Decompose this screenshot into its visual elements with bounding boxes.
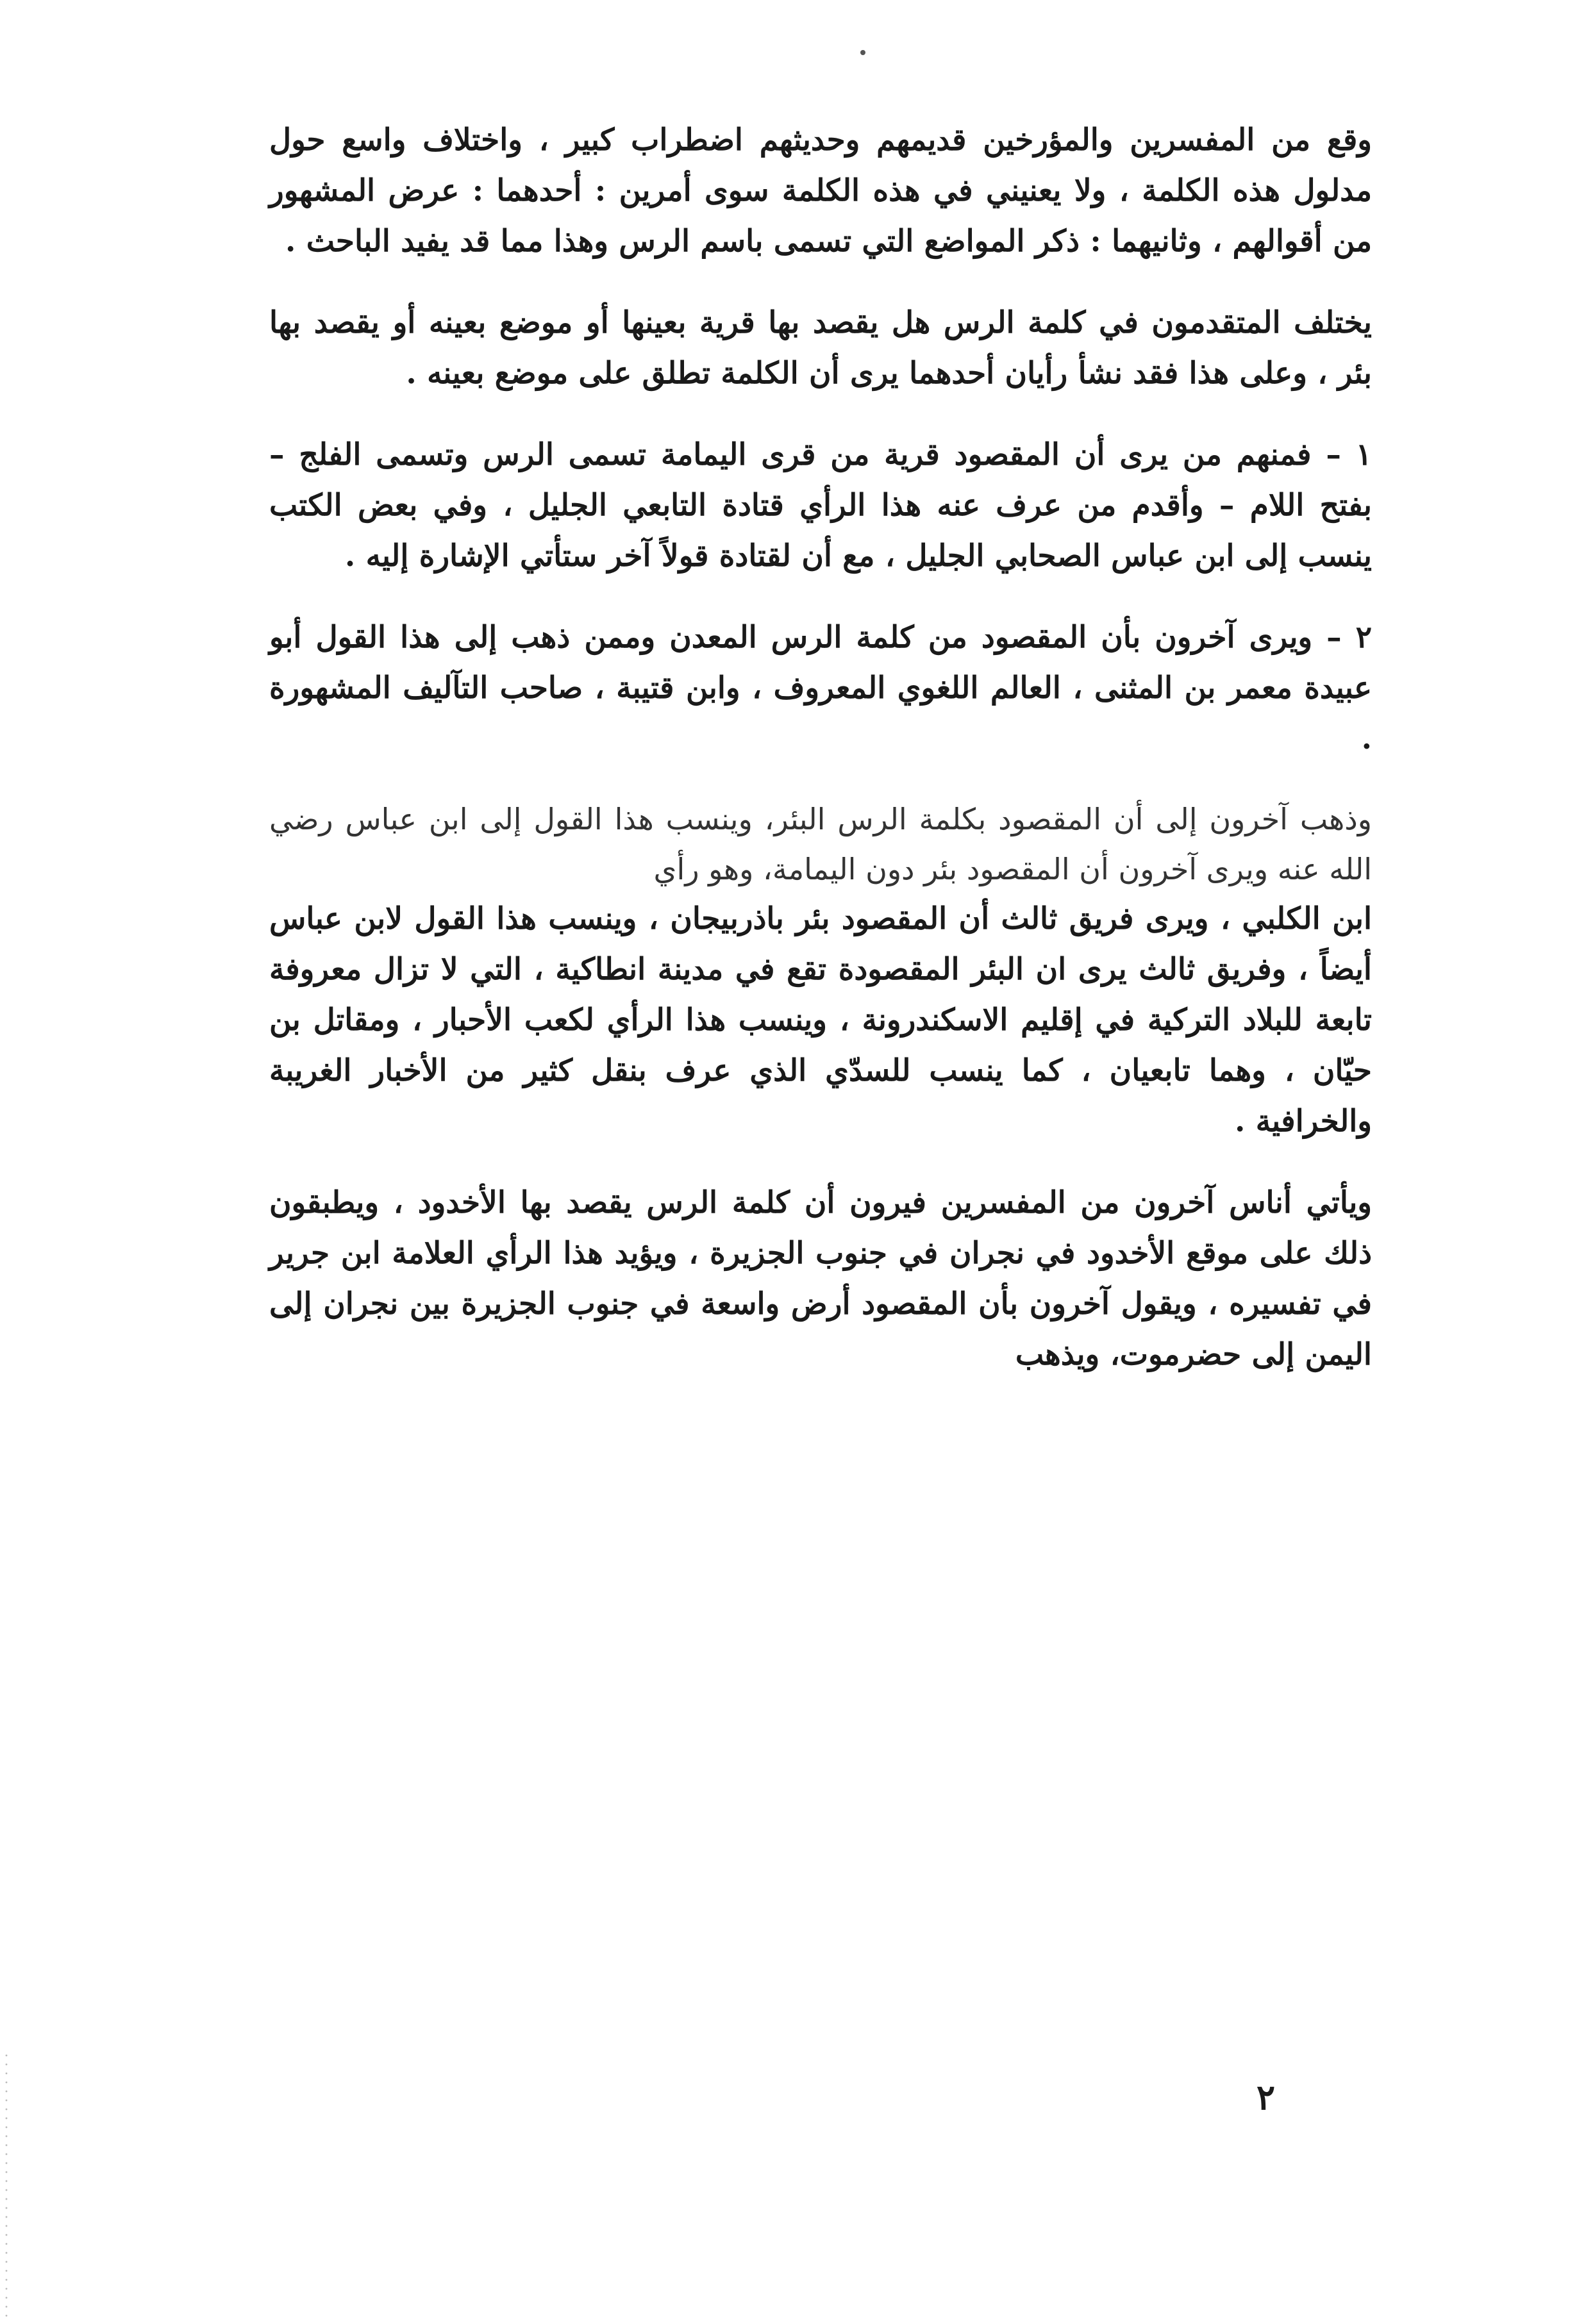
- paragraph-3: ١ – فمنهم من يرى أن المقصود قرية من قرى اليمامة تسمى الرس وتسمى الفلج – بفتح اللام – وأقدم من عرف عنه هذا الرأي قتادة التابعي الجليل ، وفي بعض الكتب ينسب إلى ابن عباس الصحابي الجليل ، مع أن لقتادة قولاً آخر ستأتي الإشارة إليه .: [269, 436, 1372, 574]
- paragraph-1: وقع من المفسرين والمؤرخين قديمهم وحديثهم اضطراب كبير ، واختلاف واسع حول مدلول هذه الكلمة ، ولا يعنيني في هذه الكلمة سوى أمرين : أحدهما : عرض المشهور من أقوالهم ، وثانيهما : ذكر المواضع التي تسمى باسم الرس وهذا مما قد يفيد الباحث .: [269, 122, 1372, 259]
- paragraph-5-light-part: وذهب آخرون إلى أن المقصود بكلمة الرس البئر، وينسب هذا القول إلى ابن عباس رضي الله عنه ويرى آخرون أن المقصود بئر دون اليمامة، وهو رأي: [269, 802, 1372, 886]
- paragraph-4: ٢ – ويرى آخرون بأن المقصود من كلمة الرس المعدن وممن ذهب إلى هذا القول أبو عبيدة معمر بن المثنى ، العالم اللغوي المعروف ، وابن قتيبة ، صاحب التآليف المشهورة .: [269, 619, 1372, 756]
- paragraph-2: يختلف المتقدمون في كلمة الرس هل يقصد بها قرية بعينها أو موضع بعينه أو يقصد بها بئر ، وعلى هذا فقد نشأ رأيان أحدهما يرى أن الكلمة تطلق على موضع بعينه .: [269, 304, 1372, 391]
- paragraph-6: ويأتي أناس آخرون من المفسرين فيرون أن كلمة الرس يقصد بها الأخدود ، ويطبقون ذلك على موقع الأخدود في نجران في جنوب الجزيرة ، ويؤيد هذا الرأي العلامة ابن جرير في تفسيره ، ويقول آخرون بأن المقصود أرض واسعة في جنوب الجزيرة بين نجران إلى اليمن إلى حضرموت، ويذهب: [269, 1184, 1372, 1372]
- body-text: [269, 115, 1372, 1411]
- paragraph-5-bold-part: ابن الكلبي ، ويرى فريق ثالث أن المقصود بئر باذربيجان ، وينسب هذا القول لابن عباس أيضاً ، وفريق ثالث يرى ان البئر المقصودة تقع في مدينة انطاكية ، التي لا تزال معروفة تابعة للبلاد التركية في إقليم الاسكندرونة ، وينسب هذا الرأي لكعب الأحبار ، ومقاتل بن حيّان ، وهما تابعيان ، كما ينسب للسدّي الذي عرف بنقل كثير من الأخبار الغريبة والخرافية .: [269, 901, 1372, 1139]
- page-number: ٢: [1257, 2077, 1276, 2118]
- scan-edge-dots: [5, 2051, 8, 2320]
- paragraph-5: [269, 795, 1372, 1147]
- scan-dot: [860, 50, 865, 55]
